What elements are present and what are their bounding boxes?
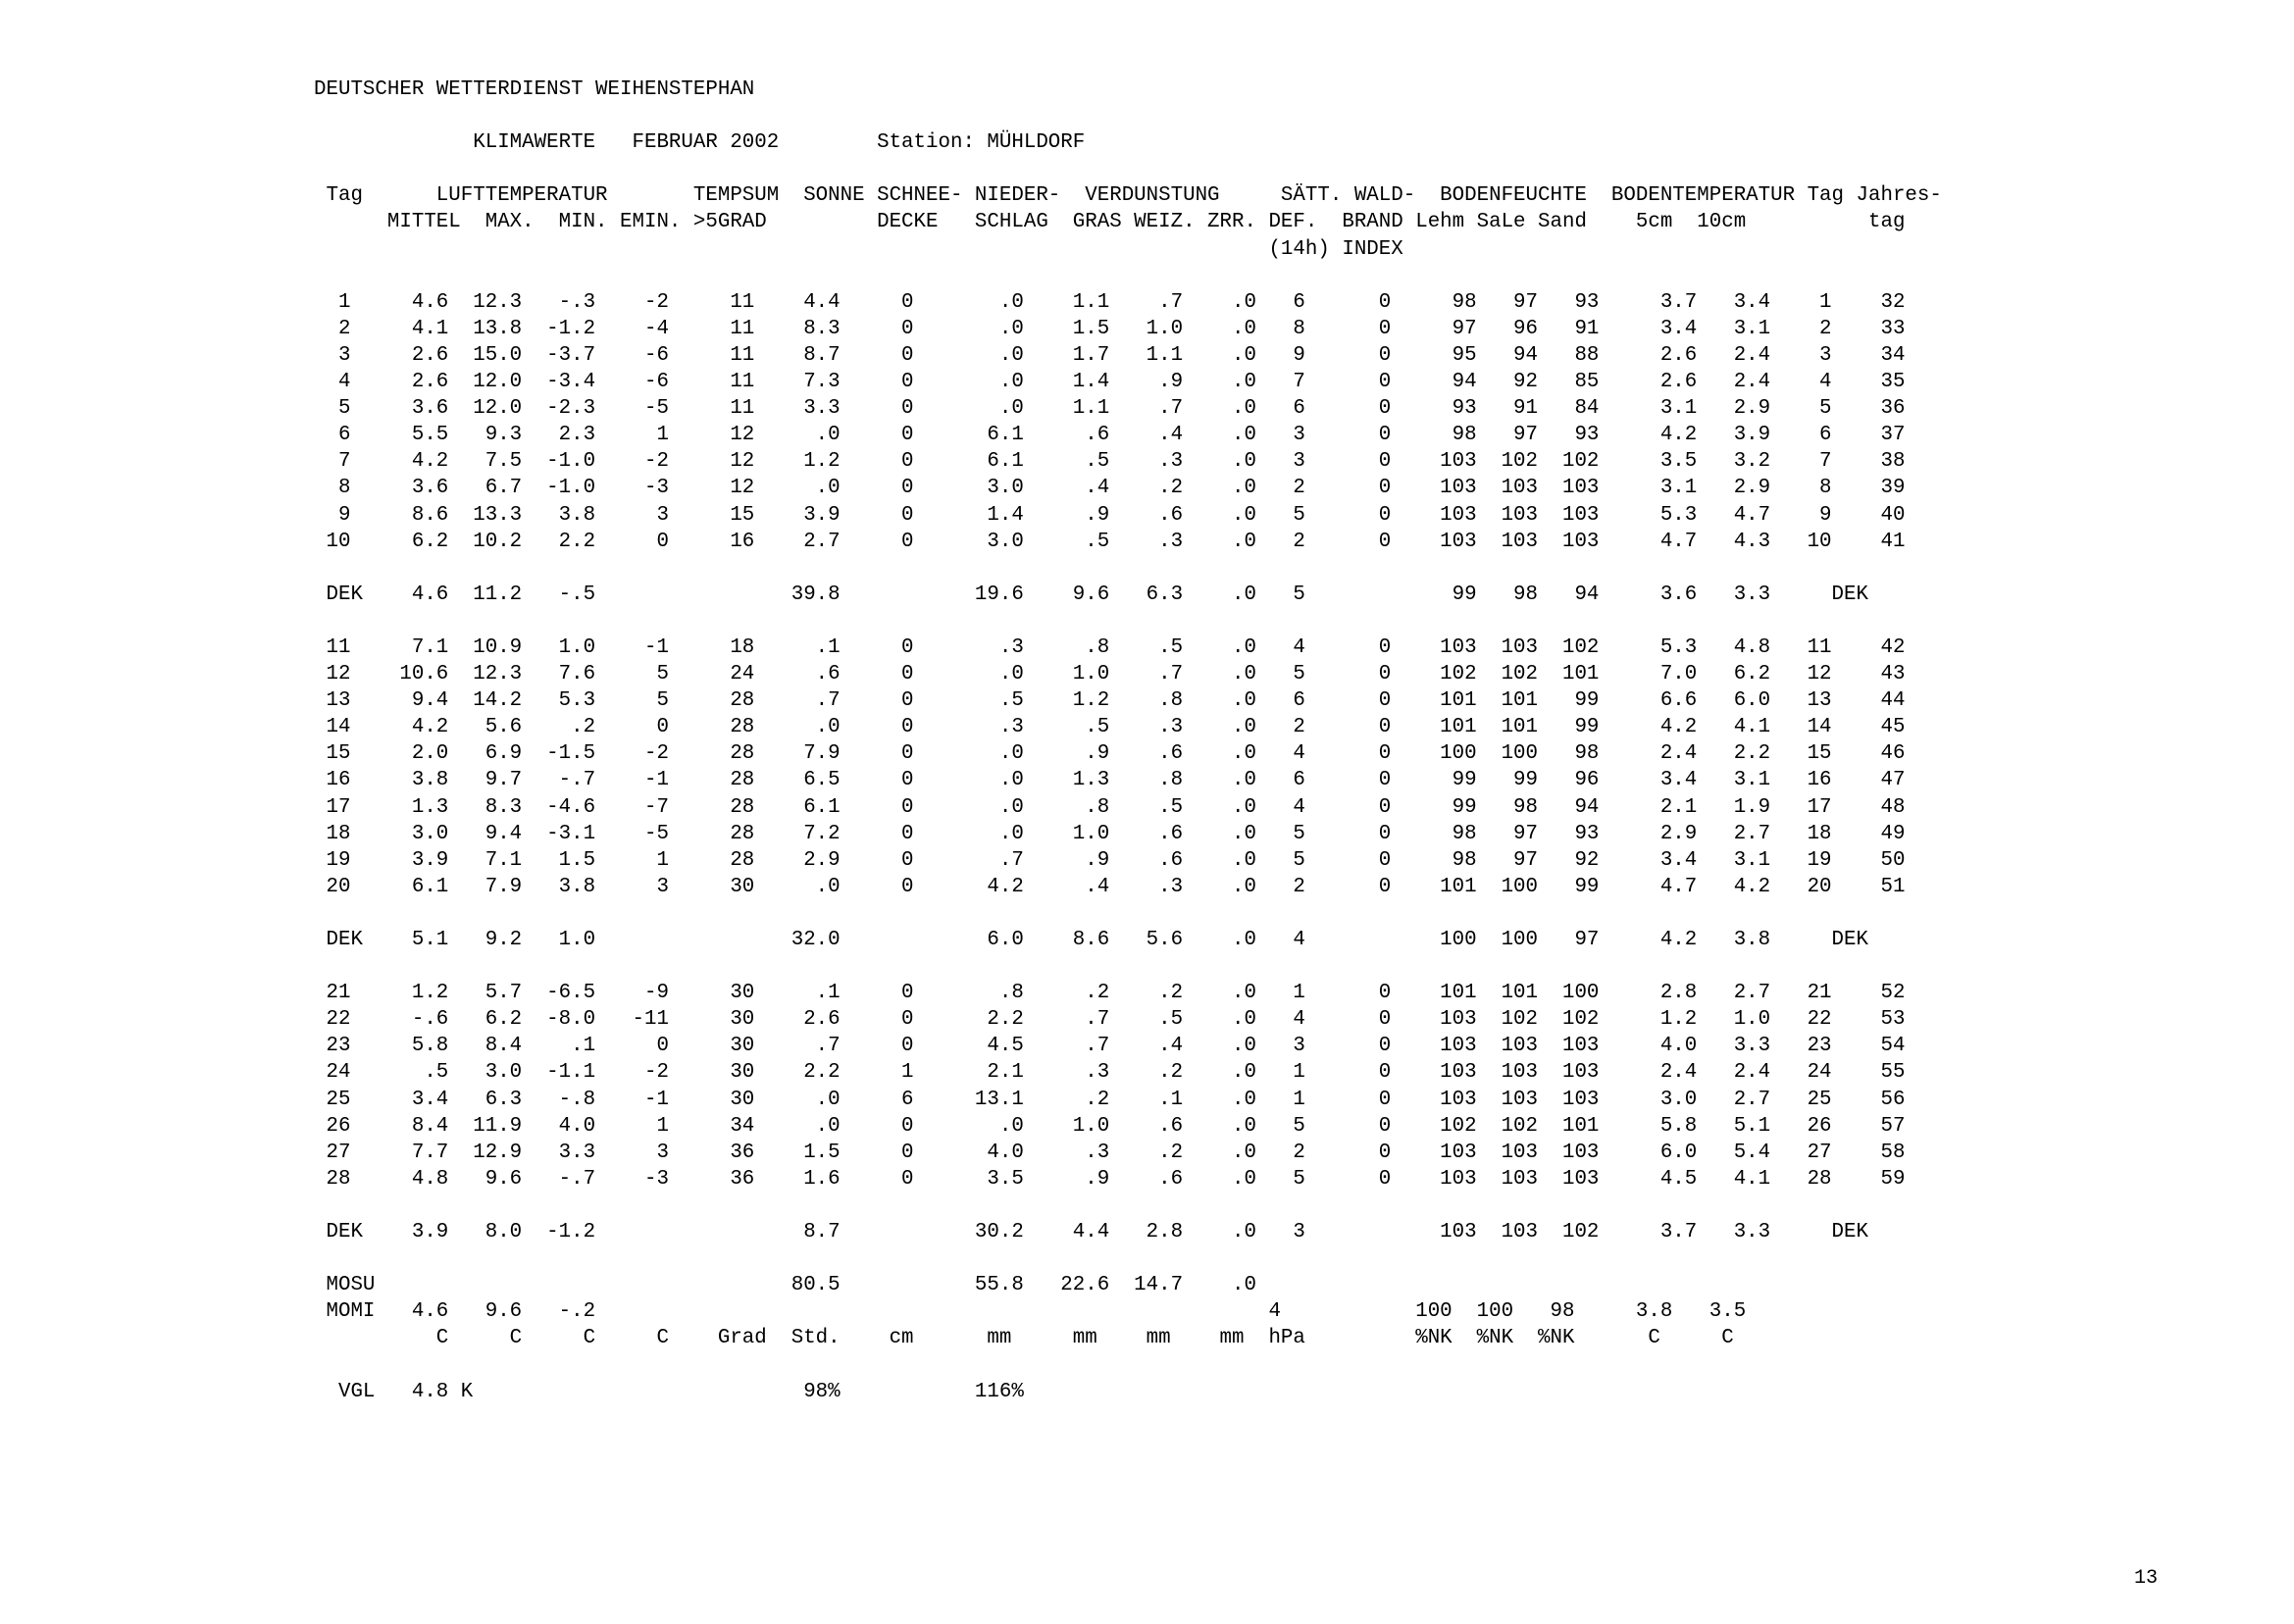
table-row: 8 3.6 6.7 -1.0 -3 12 .0 0 3.0 .4 .2 .0 2 0 103 103 103 3.1 2.9 8 39 (314, 477, 1906, 500)
table-row: MOSU 80.5 55.8 22.6 14.7 .0 (314, 1274, 1256, 1297)
table-row: C C C C Grad Std. cm mm mm mm mm hPa %NK %NK %NK C C (314, 1327, 1734, 1350)
climate-table-text (314, 76, 1942, 1405)
table-row: 28 4.8 9.6 -.7 -3 36 1.6 0 3.5 .9 .6 .0 5 0 103 103 103 4.5 4.1 28 59 (314, 1167, 1906, 1191)
table-row: 23 5.8 8.4 .1 0 30 .7 0 4.5 .7 .4 .0 3 0 103 103 103 4.0 3.3 23 54 (314, 1035, 1906, 1058)
table-row: 5 3.6 12.0 -2.3 -5 11 3.3 0 .0 1.1 .7 .0 6 0 93 91 84 3.1 2.9 5 36 (314, 397, 1906, 421)
table-row: 1 4.6 12.3 -.3 -2 11 4.4 0 .0 1.1 .7 .0 6 0 98 97 93 3.7 3.4 1 32 (314, 290, 1906, 314)
column-header-line: MITTEL MAX. MIN. EMIN. >5GRAD DECKE SCHLAG GRAS WEIZ. ZRR. DEF. BRAND Lehm SaLe Sand 5cm 10cm tag (314, 211, 1906, 234)
table-row: 22 -.6 6.2 -8.0 -11 30 2.6 0 2.2 .7 .5 .0 4 0 103 102 102 1.2 1.0 22 53 (314, 1008, 1906, 1032)
table-row: 18 3.0 9.4 -3.1 -5 28 7.2 0 .0 1.0 .6 .0 5 0 98 97 93 2.9 2.7 18 49 (314, 822, 1906, 845)
table-row: 17 1.3 8.3 -4.6 -7 28 6.1 0 .0 .8 .5 .0 4 0 99 98 94 2.1 1.9 17 48 (314, 795, 1906, 819)
table-row: 10 6.2 10.2 2.2 0 16 2.7 0 3.0 .5 .3 .0 2 0 103 103 103 4.7 4.3 10 41 (314, 530, 1906, 553)
table-row: 7 4.2 7.5 -1.0 -2 12 1.2 0 6.1 .5 .3 .0 3 0 103 102 102 3.5 3.2 7 38 (314, 450, 1906, 474)
table-row: 13 9.4 14.2 5.3 5 28 .7 0 .5 1.2 .8 .0 6 0 101 101 99 6.6 6.0 13 44 (314, 689, 1906, 713)
title-line: KLIMAWERTE FEBRUAR 2002 Station: MÜHLDORF (314, 131, 1086, 155)
table-row: 20 6.1 7.9 3.8 3 30 .0 0 4.2 .4 .3 .0 2 0 101 100 99 4.7 4.2 20 51 (314, 875, 1906, 898)
table-row: 2 4.1 13.8 -1.2 -4 11 8.3 0 .0 1.5 1.0 .0 8 0 97 96 91 3.4 3.1 2 33 (314, 317, 1906, 340)
table-row: DEK 3.9 8.0 -1.2 8.7 30.2 4.4 2.8 .0 3 103 103 102 3.7 3.3 DEK (314, 1221, 1868, 1244)
table-row: MOMI 4.6 9.6 -.2 4 100 100 98 3.8 3.5 (314, 1300, 1747, 1324)
table-row: 16 3.8 9.7 -.7 -1 28 6.5 0 .0 1.3 .8 .0 6 0 99 99 96 3.4 3.1 16 47 (314, 769, 1906, 792)
table-row: 15 2.0 6.9 -1.5 -2 28 7.9 0 .0 .9 .6 .0 4 0 100 100 98 2.4 2.2 15 46 (314, 742, 1906, 766)
table-row: 3 2.6 15.0 -3.7 -6 11 8.7 0 .0 1.7 1.1 .0 9 0 95 94 88 2.6 2.4 3 34 (314, 343, 1906, 367)
column-header-line: Tag LUFTTEMPERATUR TEMPSUM SONNE SCHNEE- NIEDER- VERDUNSTUNG SÄTT. WALD- BODENFEUCHTE BODENTEMPERATUR Tag Jahres- (314, 184, 1942, 208)
column-header-line: (14h) INDEX (314, 237, 1403, 261)
table-row: DEK 5.1 9.2 1.0 32.0 6.0 8.6 5.6 .0 4 100 100 97 4.2 3.8 DEK (314, 929, 1868, 951)
table-row: 25 3.4 6.3 -.8 -1 30 .0 6 13.1 .2 .1 .0 1 0 103 103 103 3.0 2.7 25 56 (314, 1088, 1906, 1111)
page-number: 13 (2134, 1567, 2159, 1590)
table-row: 24 .5 3.0 -1.1 -2 30 2.2 1 2.1 .3 .2 .0 1 0 103 103 103 2.4 2.4 24 55 (314, 1061, 1906, 1085)
table-row: 19 3.9 7.1 1.5 1 28 2.9 0 .7 .9 .6 .0 5 0 98 97 92 3.4 3.1 19 50 (314, 848, 1906, 872)
table-row: 6 5.5 9.3 2.3 1 12 .0 0 6.1 .6 .4 .0 3 0 98 97 93 4.2 3.9 6 37 (314, 424, 1906, 447)
table-row: 21 1.2 5.7 -6.5 -9 30 .1 0 .8 .2 .2 .0 1 0 101 101 100 2.8 2.7 21 52 (314, 982, 1906, 1005)
table-row: 14 4.2 5.6 .2 0 28 .0 0 .3 .5 .3 .0 2 0 101 101 99 4.2 4.1 14 45 (314, 716, 1906, 739)
table-row: 11 7.1 10.9 1.0 -1 18 .1 0 .3 .8 .5 .0 4 0 103 103 102 5.3 4.8 11 42 (314, 635, 1906, 659)
table-row: 26 8.4 11.9 4.0 1 34 .0 0 .0 1.0 .6 .0 5 0 102 102 101 5.8 5.1 26 57 (314, 1114, 1906, 1138)
table-row: 4 2.6 12.0 -3.4 -6 11 7.3 0 .0 1.4 .9 .0 7 0 94 92 85 2.6 2.4 4 35 (314, 371, 1906, 394)
table-row: 12 10.6 12.3 7.6 5 24 .6 0 .0 1.0 .7 .0 5 0 102 102 101 7.0 6.2 12 43 (314, 663, 1906, 686)
table-row: 27 7.7 12.9 3.3 3 36 1.5 0 4.0 .3 .2 .0 2 0 103 103 103 6.0 5.4 27 58 (314, 1141, 1906, 1164)
table-row: 9 8.6 13.3 3.8 3 15 3.9 0 1.4 .9 .6 .0 5 0 103 103 103 5.3 4.7 9 40 (314, 503, 1906, 527)
table-row: DEK 4.6 11.2 -.5 39.8 19.6 9.6 6.3 .0 5 99 98 94 3.6 3.3 DEK (314, 583, 1868, 606)
table-row: VGL 4.8 K 98% 116% (314, 1380, 1024, 1403)
org-line: DEUTSCHER WETTERDIENST WEIHENSTEPHAN (314, 78, 755, 101)
